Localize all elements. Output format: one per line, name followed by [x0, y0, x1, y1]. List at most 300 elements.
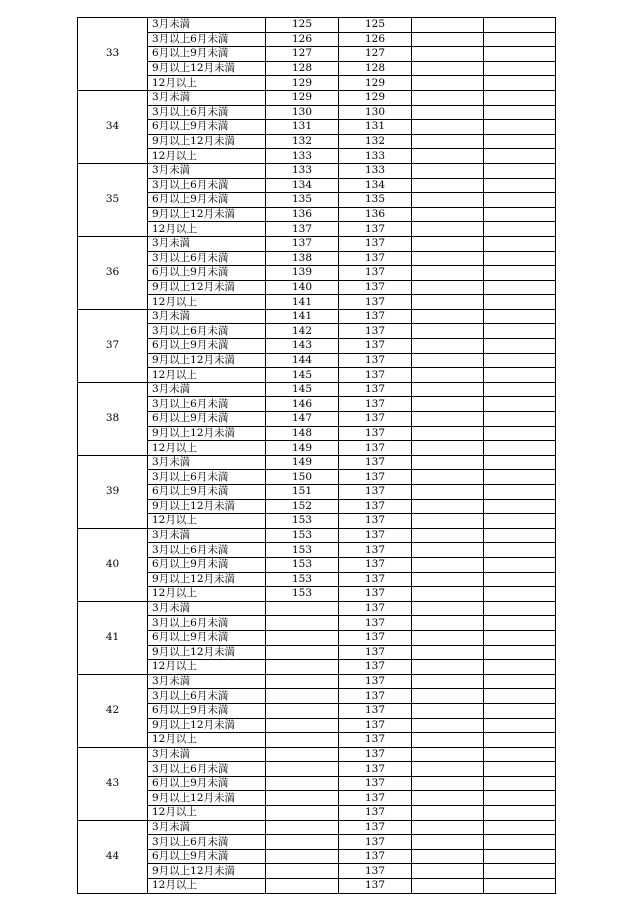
value-cell-b: 137	[339, 572, 412, 587]
table-row	[78, 616, 556, 631]
period-label: 12月以上	[148, 295, 266, 310]
group-label: 41	[78, 601, 148, 674]
value-cell-b: 137	[339, 733, 412, 748]
empty-cell	[412, 762, 484, 777]
empty-cell	[484, 835, 556, 850]
empty-cell	[484, 105, 556, 120]
group-label: 35	[78, 163, 148, 236]
empty-cell	[412, 76, 484, 91]
period-label: 3月以上6月未満	[148, 397, 266, 412]
value-cell-b: 137	[339, 630, 412, 645]
value-cell-b: 137	[339, 543, 412, 558]
value-cell-a	[266, 820, 339, 835]
value-cell-a	[266, 660, 339, 675]
empty-cell	[412, 295, 484, 310]
period-label: 9月以上12月未満	[148, 134, 266, 149]
value-cell-b: 134	[339, 178, 412, 193]
value-cell-a	[266, 864, 339, 879]
table-row	[78, 645, 556, 660]
value-cell-b: 137	[339, 747, 412, 762]
period-label: 9月以上12月未満	[148, 353, 266, 368]
value-cell-a	[266, 733, 339, 748]
empty-cell	[484, 397, 556, 412]
period-label: 6月以上9月未満	[148, 557, 266, 572]
table-row	[78, 587, 556, 602]
empty-cell	[412, 397, 484, 412]
value-cell-a	[266, 747, 339, 762]
value-cell-a: 141	[266, 295, 339, 310]
period-label: 3月以上6月未満	[148, 835, 266, 850]
value-cell-a: 131	[266, 120, 339, 135]
empty-cell	[412, 236, 484, 251]
value-cell-b: 137	[339, 236, 412, 251]
empty-cell	[484, 499, 556, 514]
value-cell-b: 137	[339, 368, 412, 383]
empty-cell	[484, 864, 556, 879]
table-row	[78, 134, 556, 149]
empty-cell	[484, 368, 556, 383]
value-cell-b: 130	[339, 105, 412, 120]
value-cell-a: 129	[266, 90, 339, 105]
value-cell-b: 137	[339, 587, 412, 602]
period-label: 6月以上9月未満	[148, 849, 266, 864]
period-label: 9月以上12月未満	[148, 645, 266, 660]
empty-cell	[484, 718, 556, 733]
table-row	[78, 849, 556, 864]
table-row	[78, 18, 556, 33]
empty-cell	[412, 674, 484, 689]
value-cell-a: 152	[266, 499, 339, 514]
empty-cell	[412, 353, 484, 368]
group-label: 42	[78, 674, 148, 747]
period-label: 12月以上	[148, 222, 266, 237]
value-cell-a	[266, 791, 339, 806]
value-cell-b: 136	[339, 207, 412, 222]
empty-cell	[412, 149, 484, 164]
empty-cell	[412, 207, 484, 222]
empty-cell	[484, 236, 556, 251]
table-row	[78, 251, 556, 266]
value-cell-b: 137	[339, 674, 412, 689]
value-cell-a: 140	[266, 280, 339, 295]
empty-cell	[412, 222, 484, 237]
empty-cell	[484, 324, 556, 339]
empty-cell	[484, 747, 556, 762]
table-row	[78, 222, 556, 237]
table-row	[78, 120, 556, 135]
period-label: 9月以上12月未満	[148, 864, 266, 879]
empty-cell	[484, 120, 556, 135]
value-cell-b: 137	[339, 806, 412, 821]
value-cell-b: 137	[339, 762, 412, 777]
period-label: 3月未満	[148, 820, 266, 835]
group-label: 44	[78, 820, 148, 893]
period-label: 3月以上6月未満	[148, 32, 266, 47]
value-cell-a: 137	[266, 236, 339, 251]
table-row	[78, 47, 556, 62]
empty-cell	[412, 47, 484, 62]
period-label: 9月以上12月未満	[148, 499, 266, 514]
empty-cell	[484, 353, 556, 368]
value-cell-b: 137	[339, 499, 412, 514]
value-cell-b: 137	[339, 557, 412, 572]
value-cell-b: 137	[339, 601, 412, 616]
period-label: 12月以上	[148, 76, 266, 91]
value-cell-b: 137	[339, 353, 412, 368]
table-row	[78, 820, 556, 835]
value-cell-a	[266, 601, 339, 616]
table-row	[78, 426, 556, 441]
empty-cell	[412, 134, 484, 149]
empty-cell	[484, 412, 556, 427]
value-cell-b: 137	[339, 718, 412, 733]
table-row	[78, 105, 556, 120]
empty-cell	[412, 747, 484, 762]
empty-cell	[484, 309, 556, 324]
value-cell-b: 137	[339, 689, 412, 704]
period-label: 3月未満	[148, 382, 266, 397]
table-row	[78, 514, 556, 529]
group-label: 37	[78, 309, 148, 382]
value-cell-b: 137	[339, 412, 412, 427]
table-row	[78, 791, 556, 806]
empty-cell	[484, 689, 556, 704]
empty-cell	[484, 280, 556, 295]
value-cell-b: 128	[339, 61, 412, 76]
value-cell-b: 129	[339, 90, 412, 105]
value-cell-a: 153	[266, 587, 339, 602]
table-row	[78, 76, 556, 91]
period-label: 12月以上	[148, 441, 266, 456]
empty-cell	[484, 382, 556, 397]
value-cell-b: 135	[339, 193, 412, 208]
salary-table	[77, 17, 556, 894]
empty-cell	[412, 645, 484, 660]
empty-cell	[484, 776, 556, 791]
empty-cell	[412, 441, 484, 456]
value-cell-b: 137	[339, 616, 412, 631]
empty-cell	[484, 616, 556, 631]
empty-cell	[412, 528, 484, 543]
period-label: 12月以上	[148, 806, 266, 821]
table-row	[78, 485, 556, 500]
empty-cell	[412, 689, 484, 704]
value-cell-b: 132	[339, 134, 412, 149]
value-cell-a	[266, 879, 339, 894]
value-cell-b: 127	[339, 47, 412, 62]
table-row	[78, 397, 556, 412]
value-cell-a: 145	[266, 382, 339, 397]
empty-cell	[484, 134, 556, 149]
empty-cell	[412, 499, 484, 514]
table-row	[78, 557, 556, 572]
value-cell-a: 135	[266, 193, 339, 208]
period-label: 9月以上12月未満	[148, 280, 266, 295]
empty-cell	[484, 630, 556, 645]
table-row	[78, 90, 556, 105]
empty-cell	[412, 660, 484, 675]
table-row	[78, 718, 556, 733]
table-row	[78, 703, 556, 718]
empty-cell	[484, 485, 556, 500]
empty-cell	[484, 32, 556, 47]
period-label: 3月以上6月未満	[148, 251, 266, 266]
value-cell-b: 137	[339, 382, 412, 397]
empty-cell	[484, 90, 556, 105]
table-row	[78, 207, 556, 222]
table-row	[78, 630, 556, 645]
value-cell-a: 149	[266, 441, 339, 456]
table-row	[78, 368, 556, 383]
period-label: 6月以上9月未満	[148, 703, 266, 718]
period-label: 3月以上6月未満	[148, 689, 266, 704]
empty-cell	[412, 193, 484, 208]
value-cell-a	[266, 849, 339, 864]
period-label: 9月以上12月未満	[148, 572, 266, 587]
value-cell-a	[266, 630, 339, 645]
value-cell-a	[266, 776, 339, 791]
empty-cell	[484, 47, 556, 62]
empty-cell	[484, 339, 556, 354]
group-label: 40	[78, 528, 148, 601]
empty-cell	[412, 616, 484, 631]
value-cell-b: 137	[339, 295, 412, 310]
value-cell-a: 153	[266, 528, 339, 543]
table-row	[78, 733, 556, 748]
table-row	[78, 193, 556, 208]
value-cell-a: 150	[266, 470, 339, 485]
value-cell-a	[266, 689, 339, 704]
value-cell-b: 137	[339, 485, 412, 500]
period-label: 3月以上6月未満	[148, 324, 266, 339]
empty-cell	[484, 207, 556, 222]
value-cell-b: 137	[339, 820, 412, 835]
table-row	[78, 236, 556, 251]
table-row	[78, 660, 556, 675]
period-label: 3月未満	[148, 18, 266, 33]
value-cell-a: 141	[266, 309, 339, 324]
value-cell-b: 137	[339, 222, 412, 237]
value-cell-a: 133	[266, 149, 339, 164]
value-cell-a: 144	[266, 353, 339, 368]
empty-cell	[412, 426, 484, 441]
period-label: 3月以上6月未満	[148, 616, 266, 631]
value-cell-a: 137	[266, 222, 339, 237]
table-row	[78, 324, 556, 339]
empty-cell	[412, 601, 484, 616]
value-cell-a: 142	[266, 324, 339, 339]
value-cell-a	[266, 835, 339, 850]
value-cell-b: 137	[339, 324, 412, 339]
value-cell-b: 137	[339, 280, 412, 295]
empty-cell	[412, 470, 484, 485]
value-cell-b: 129	[339, 76, 412, 91]
empty-cell	[412, 733, 484, 748]
value-cell-a: 127	[266, 47, 339, 62]
table-row	[78, 163, 556, 178]
value-cell-b: 137	[339, 309, 412, 324]
value-cell-a: 139	[266, 266, 339, 281]
empty-cell	[484, 251, 556, 266]
empty-cell	[412, 382, 484, 397]
empty-cell	[412, 543, 484, 558]
empty-cell	[484, 18, 556, 33]
table-row	[78, 382, 556, 397]
empty-cell	[484, 193, 556, 208]
period-label: 9月以上12月未満	[148, 791, 266, 806]
value-cell-b: 137	[339, 528, 412, 543]
empty-cell	[412, 776, 484, 791]
value-cell-b: 137	[339, 441, 412, 456]
value-cell-b: 125	[339, 18, 412, 33]
value-cell-b: 137	[339, 660, 412, 675]
empty-cell	[412, 18, 484, 33]
period-label: 6月以上9月未満	[148, 266, 266, 281]
empty-cell	[412, 324, 484, 339]
empty-cell	[412, 485, 484, 500]
empty-cell	[412, 61, 484, 76]
value-cell-a	[266, 718, 339, 733]
value-cell-a: 151	[266, 485, 339, 500]
empty-cell	[484, 528, 556, 543]
empty-cell	[412, 368, 484, 383]
value-cell-a: 153	[266, 543, 339, 558]
empty-cell	[412, 791, 484, 806]
table-row	[78, 266, 556, 281]
table-row	[78, 528, 556, 543]
value-cell-a: 145	[266, 368, 339, 383]
empty-cell	[484, 879, 556, 894]
group-label: 39	[78, 455, 148, 528]
table-row	[78, 178, 556, 193]
table-row	[78, 295, 556, 310]
period-label: 12月以上	[148, 368, 266, 383]
empty-cell	[412, 120, 484, 135]
empty-cell	[412, 266, 484, 281]
empty-cell	[412, 514, 484, 529]
empty-cell	[484, 266, 556, 281]
value-cell-a	[266, 616, 339, 631]
period-label: 6月以上9月未満	[148, 339, 266, 354]
empty-cell	[412, 280, 484, 295]
value-cell-a: 153	[266, 572, 339, 587]
value-cell-a: 125	[266, 18, 339, 33]
empty-cell	[484, 849, 556, 864]
value-cell-a: 136	[266, 207, 339, 222]
group-label: 36	[78, 236, 148, 309]
table-row	[78, 441, 556, 456]
table-row	[78, 499, 556, 514]
table-row	[78, 601, 556, 616]
table-row	[78, 572, 556, 587]
value-cell-b: 126	[339, 32, 412, 47]
value-cell-b: 137	[339, 455, 412, 470]
value-cell-a	[266, 762, 339, 777]
value-cell-b: 137	[339, 835, 412, 850]
empty-cell	[484, 163, 556, 178]
empty-cell	[484, 703, 556, 718]
empty-cell	[412, 178, 484, 193]
value-cell-b: 137	[339, 864, 412, 879]
value-cell-a: 146	[266, 397, 339, 412]
period-label: 12月以上	[148, 514, 266, 529]
table-row	[78, 32, 556, 47]
table-row	[78, 61, 556, 76]
empty-cell	[484, 601, 556, 616]
period-label: 3月以上6月未満	[148, 543, 266, 558]
empty-cell	[412, 309, 484, 324]
empty-cell	[484, 470, 556, 485]
value-cell-b: 133	[339, 163, 412, 178]
empty-cell	[412, 718, 484, 733]
period-label: 3月未満	[148, 528, 266, 543]
empty-cell	[484, 660, 556, 675]
empty-cell	[412, 455, 484, 470]
table-row	[78, 689, 556, 704]
period-label: 3月未満	[148, 674, 266, 689]
empty-cell	[484, 61, 556, 76]
period-label: 6月以上9月未満	[148, 120, 266, 135]
value-cell-a	[266, 703, 339, 718]
empty-cell	[412, 163, 484, 178]
period-label: 9月以上12月未満	[148, 207, 266, 222]
value-cell-b: 137	[339, 776, 412, 791]
empty-cell	[484, 674, 556, 689]
table-row	[78, 455, 556, 470]
empty-cell	[484, 455, 556, 470]
value-cell-b: 137	[339, 514, 412, 529]
empty-cell	[484, 149, 556, 164]
empty-cell	[484, 557, 556, 572]
empty-cell	[484, 295, 556, 310]
value-cell-b: 137	[339, 791, 412, 806]
period-label: 9月以上12月未満	[148, 61, 266, 76]
period-label: 12月以上	[148, 733, 266, 748]
value-cell-a: 153	[266, 557, 339, 572]
table-row	[78, 762, 556, 777]
period-label: 6月以上9月未満	[148, 630, 266, 645]
value-cell-b: 137	[339, 645, 412, 660]
empty-cell	[412, 587, 484, 602]
value-cell-a: 126	[266, 32, 339, 47]
empty-cell	[484, 762, 556, 777]
empty-cell	[484, 76, 556, 91]
table-row	[78, 412, 556, 427]
empty-cell	[412, 849, 484, 864]
table-row	[78, 806, 556, 821]
value-cell-b: 137	[339, 426, 412, 441]
group-label: 33	[78, 18, 148, 91]
period-label: 3月未満	[148, 601, 266, 616]
value-cell-b: 131	[339, 120, 412, 135]
empty-cell	[412, 820, 484, 835]
table-row	[78, 339, 556, 354]
table-row	[78, 776, 556, 791]
value-cell-a: 148	[266, 426, 339, 441]
empty-cell	[412, 90, 484, 105]
empty-cell	[412, 557, 484, 572]
empty-cell	[484, 733, 556, 748]
table-row	[78, 879, 556, 894]
value-cell-b: 137	[339, 703, 412, 718]
period-label: 6月以上9月未満	[148, 193, 266, 208]
value-cell-b: 137	[339, 397, 412, 412]
table-row	[78, 864, 556, 879]
empty-cell	[412, 703, 484, 718]
empty-cell	[412, 339, 484, 354]
value-cell-a: 133	[266, 163, 339, 178]
value-cell-b: 137	[339, 266, 412, 281]
